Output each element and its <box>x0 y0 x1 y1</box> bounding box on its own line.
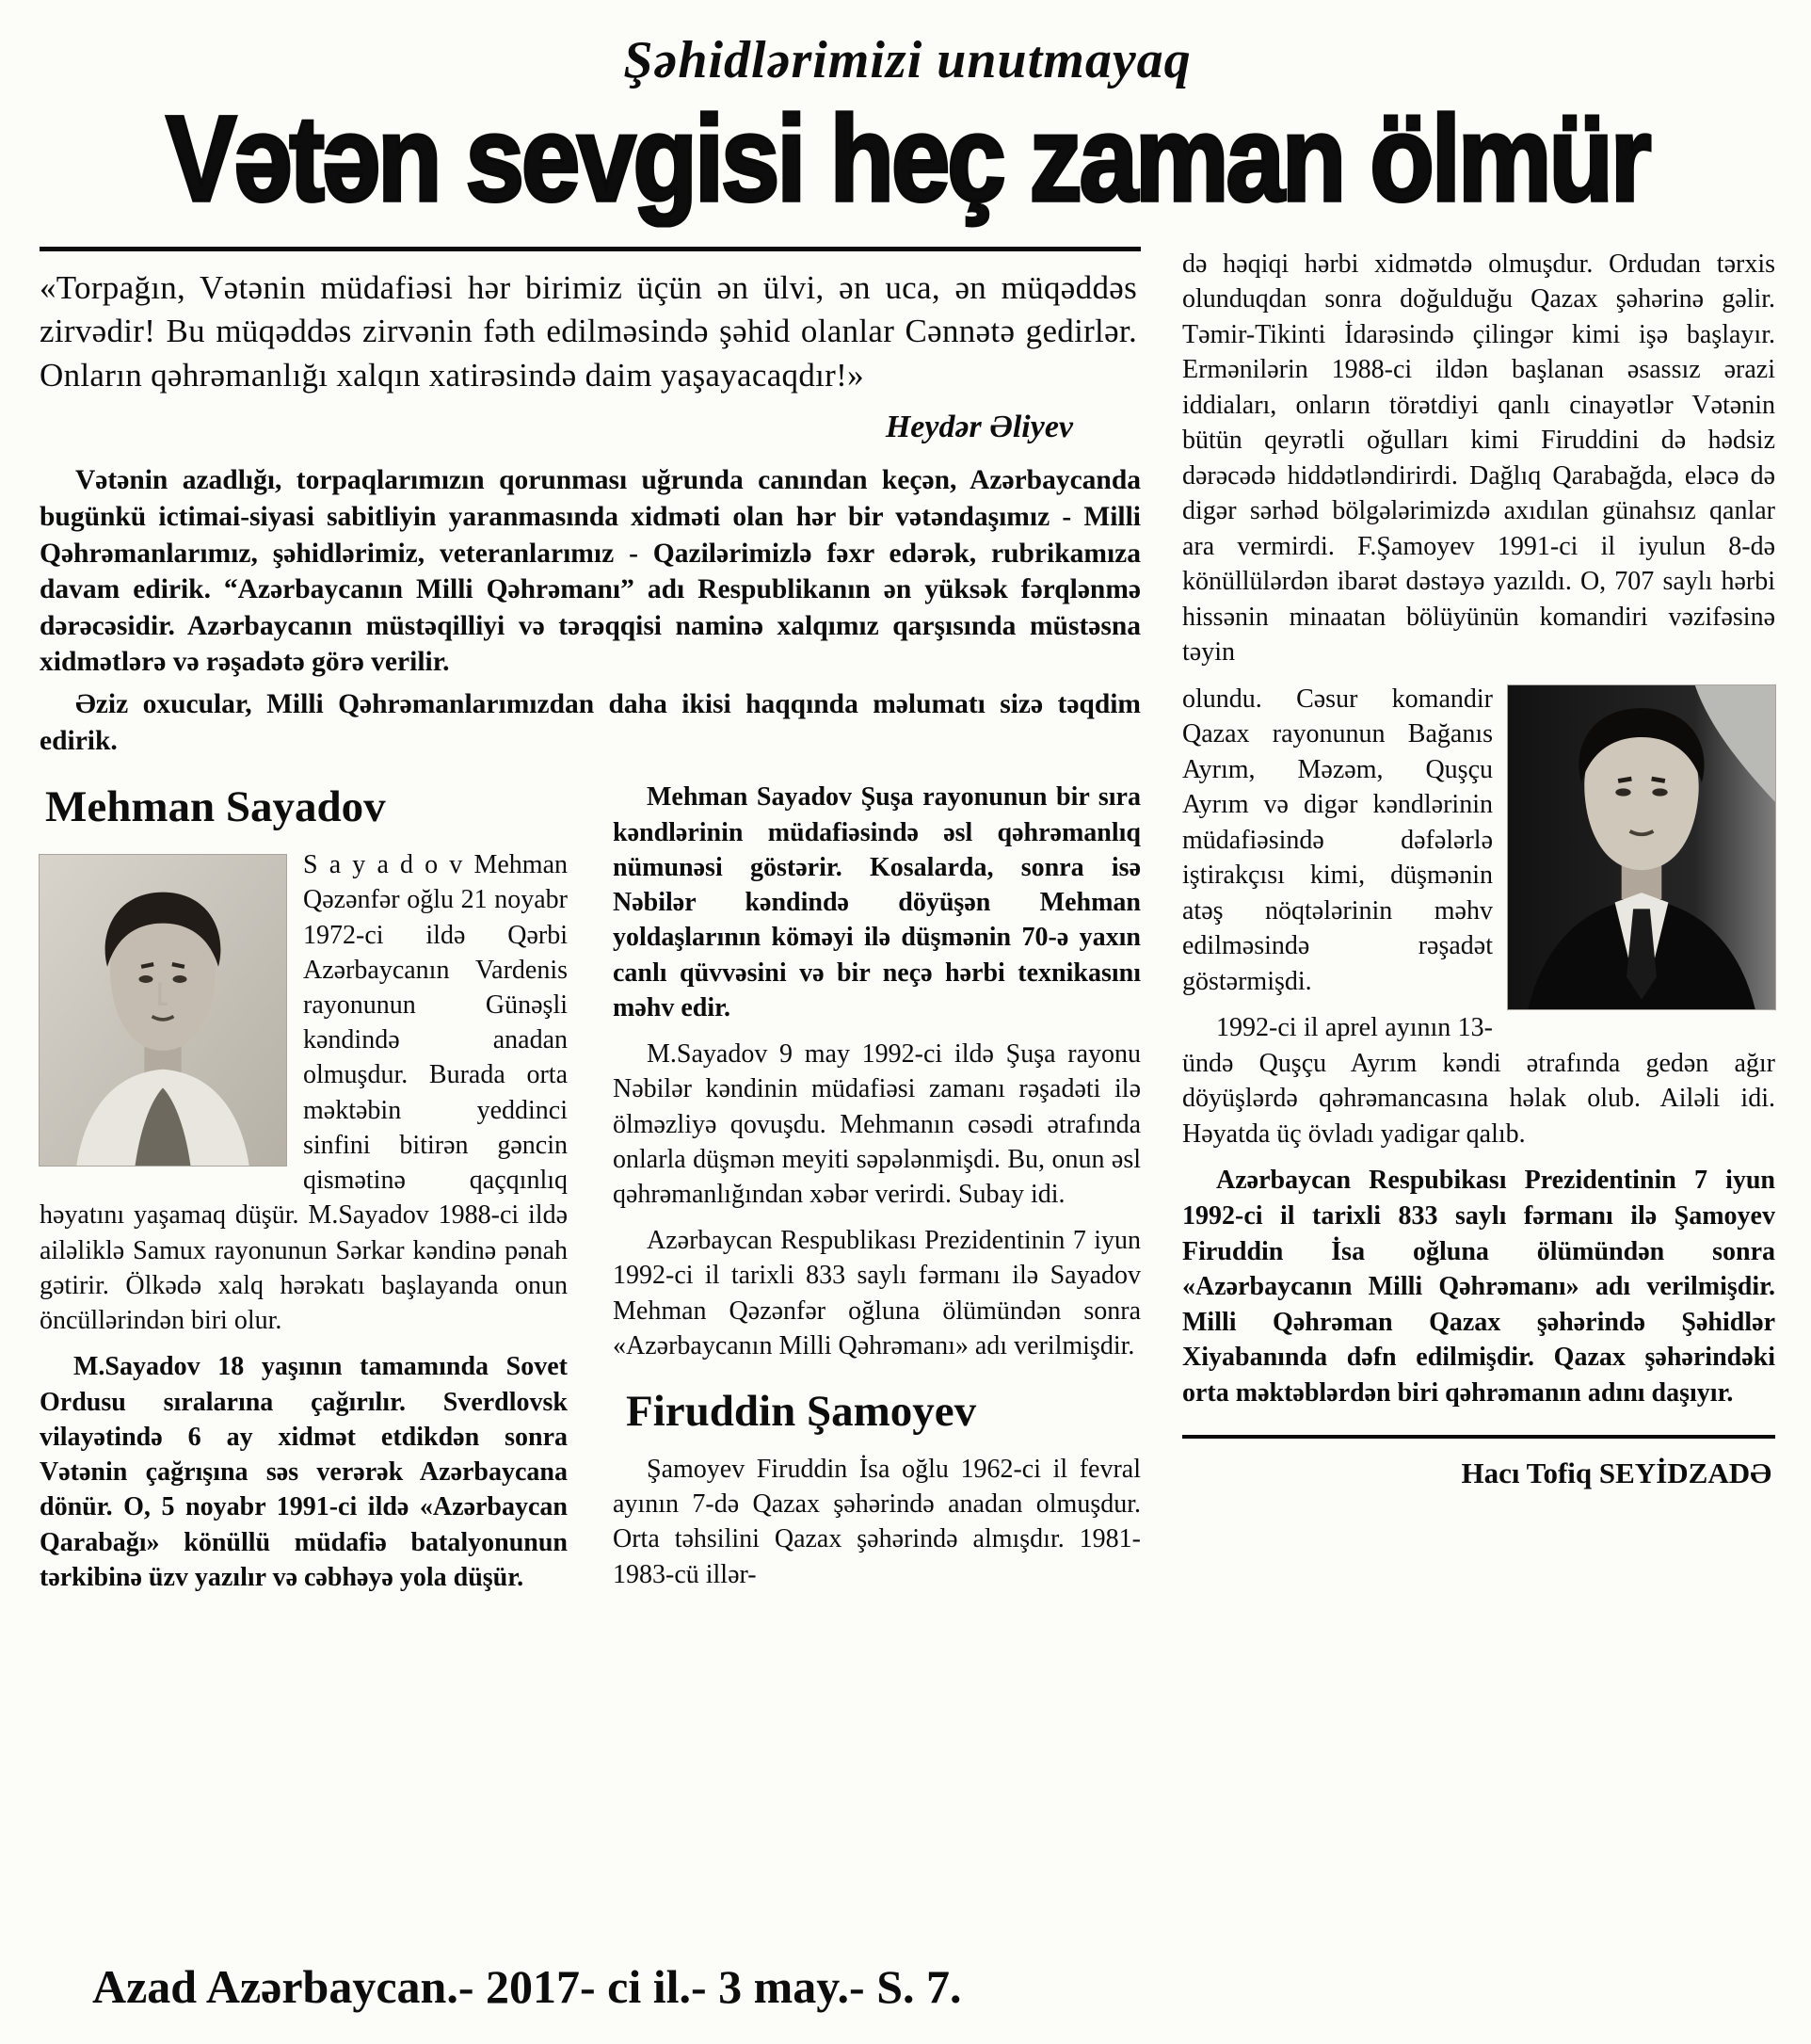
intro-paragraph-2: Əziz oxucular, Milli Qəhrəmanlarımızdan daha ikisi haqqında məlumatı sizə təqdim edirik. <box>40 689 1141 756</box>
article-heading-mehman: Mehman Sayadov <box>45 782 386 832</box>
column-right <box>1182 247 1775 1493</box>
body-text: S a y a d o v Mehman Qəzənfər oğlu 21 noyabr 1972-ci ildə Qərbi Azərbaycanın Vardenis rayonunun Günəşli kəndində anadan olmuşdur. Burada orta məktəbin yeddinci sinfini bitirən gəncin qismətinə qaçqınlıq həyatını yaşamaq düşür. M.Sayadov 1988-ci ildə ailəliklə Samux rayonunun Sərkar kəndinə pənah gətirir. Ölkədə xalq hərəkatı başlayanda onun öncüllərindən biri olur. <box>40 850 568 1336</box>
body-paragraph: Şamoyev Firuddin İsa oğlu 1962-ci il fevral ayının 7-də Qazax şəhərində anadan olmuşdur. Orta təhsilini Qazax şəhərində almışdır. 1981-1983-cü illər- <box>613 1454 1141 1589</box>
body-paragraph: Azərbaycan Respublikası Prezidentinin 7 iyun 1992-ci il tarixli 833 saylı fərmanı ilə Sayadov Mehman Qəzənfər oğluna ölümündən sonra «Azərbaycanın Milli Qəhrəmanı» adı verilmişdir. <box>613 1226 1141 1360</box>
quote-attribution: Heydər Əliyev <box>885 410 1073 445</box>
footer-citation: Azad Azərbaycan.- 2017- ci il.- 3 may.- S. 7. <box>92 1960 962 2013</box>
intro-block <box>40 462 1141 759</box>
portrait-photo-firuddin <box>1508 685 1775 1009</box>
body-grid <box>40 247 1775 1606</box>
body-text: olundu. Cəsur komandir Qazax rayonunun Bağanıs Ayrım, Məzəm, Quşçu Ayrım və digər kəndlərinin müdafiəsində dəfələrlə iştirakçısı kimi, düşmənin atəş nöqtələrinin məhv edilməsində rəşadət göstərmişdi. <box>1182 684 1493 996</box>
headline-wrap <box>40 90 1775 227</box>
portrait-photo-mehman <box>40 855 286 1166</box>
body-paragraph: də həqiqi hərbi xidmətdə olmuşdur. Ordudan tərxis olunduqdan sonra doğulduğu Qazax şəhərinə gəlir. Təmir-Tikinti İdarəsində çilingər kimi işə başlayır. Ermənilərin 1988-ci ildən başlanan əsassız ərazi iddiaları, onların törətdiyi qanlı cinayətlər Vətənin bütün qeyrətli oğulları kimi Firuddini də hədsiz dərəcədə hiddətləndirirdi. Dağlıq Qarabağda, eləcə də digər sərhəd bölgələrimizdə axıdılan günahsız qanlar ara vermirdi. F.Şamoyev 1991-ci il iyulun 8-də könüllülərdən ibarət dəstəyə yazıldı. O, 707 saylı hərbi hissənin minaatan bölüyünün komandiri vəzifəsinə təyin <box>1182 249 1775 668</box>
article-heading-firuddin: Firuddin Şamoyev <box>626 1387 977 1437</box>
divider-rule-signature <box>1182 1435 1775 1439</box>
body-paragraph: Azərbaycan Respubikası Prezidentinin 7 iyun 1992-ci il tarixli 833 saylı fərmanı ilə Şamoyev Firuddin İsa oğluna ölümündən sonra «Azərbaycanın Milli Qəhrəmanı» adı verilmişdir. Milli Qəhrəman Qazax şəhərində Şəhidlər Xiyabanında dəfn edilmişdir. Qazax şəhərindəki orta məktəblərdən biri qəhrəmanın adını daşıyır. <box>1182 1166 1775 1408</box>
masthead <box>40 13 1775 247</box>
column-middle <box>613 780 1141 1606</box>
kicker: Şəhidlərimizi unutmayaq <box>623 31 1192 89</box>
intro-paragraph-1: Vətənin azadlığı, torpaqlarımızın qorunması uğrunda canından keçən, Azərbaycanda bugünkü ictimai-siyasi sabitliyin yaranmasında xidməti olan hər bir vətəndaşımız - Milli Qəhrəmanlarımız, şəhidlərimiz, veteranlarımız - Qazilərimizlə fəxr edərək, rubrikamıza davam edirik. “Azərbaycanın Milli Qəhrəmanı” adı Respublikanın ən yüksək fərqlənmə dərəcəsidir. Azərbaycanın müstəqilliyi və tərəqqisi naminə xalqımız qarşısında müstəsna xidmətlərə və rəşadətə görə verilir. <box>40 465 1141 678</box>
body-paragraph: M.Sayadov 9 may 1992-ci ildə Şuşa rayonu Nəbilər kəndinin müdafiəsi zamanı rəşadəti ilə ölməzliyə qovuşdu. Mehmanın cəsədi ətrafında onlarla düşmən meyiti səpələnmişdi. Bu, onun əsl qəhrəmanlığından xəbər verirdi. Subay idi. <box>613 1039 1141 1209</box>
column-left <box>40 780 568 1606</box>
body-paragraph: Mehman Sayadov Şuşa rayonunun bir sıra kəndlərinin müdafiəsində əsl qəhrəmanlıq nümunəsi göstərir. Kosalarda, sonra isə Nəbilər kəndində döyüşən Mehman yoldaşlarının köməyi ilə düşmənin 70-ə yaxın canlı qüvvəsini və bir neçə hərbi texnikasını məhv edir. <box>613 782 1141 1022</box>
body-paragraph <box>1182 682 1775 1000</box>
main-left-section <box>40 247 1141 1606</box>
divider-rule-top <box>40 247 1141 251</box>
body-paragraph: M.Sayadov 18 yaşının tamamında Sovet Ordusu sıralarına çağırılır. Sverdlovsk vilayətində 6 ay xidmət etdikdən sonra Vətənin çağrışına səs verərək Azərbaycana dönür. O, 5 noyabr 1991-ci ildə «Azərbaycan Qarabağı» könüllü müdafiə batalyonunun tərkibinə üzv yazılır və cəbhəyə yola düşür. <box>40 1352 568 1592</box>
body-paragraph: 1992-ci il aprel ayının 13-ündə Quşçu Ayrım kəndi ətrafında gedən ağır döyüşlərdə qəhrəmancasına həlak olub. Ailəli idi. Həyatda üç övladı yadigar qalıb. <box>1182 1013 1775 1149</box>
two-column-area <box>40 780 1141 1606</box>
epigraph-quote: «Torpağın, Vətənin müdafiəsi hər birimiz üçün ən ülvi, ən uca, ən müqəddəs zirvədir! Bu müqəddəs zirvənin fəth edilməsində şəhid olanlar Cənnətə gedirlər. Onların qəhrəmanlığı xalqın xatirəsində daim yaşayacaqdır!» <box>40 268 1137 394</box>
author-signature: Hacı Tofiq SEYİDZADƏ <box>1461 1457 1771 1490</box>
body-paragraph <box>40 847 568 1338</box>
page-title: Vətən sevgisi heç zaman ölmür <box>166 90 1649 227</box>
